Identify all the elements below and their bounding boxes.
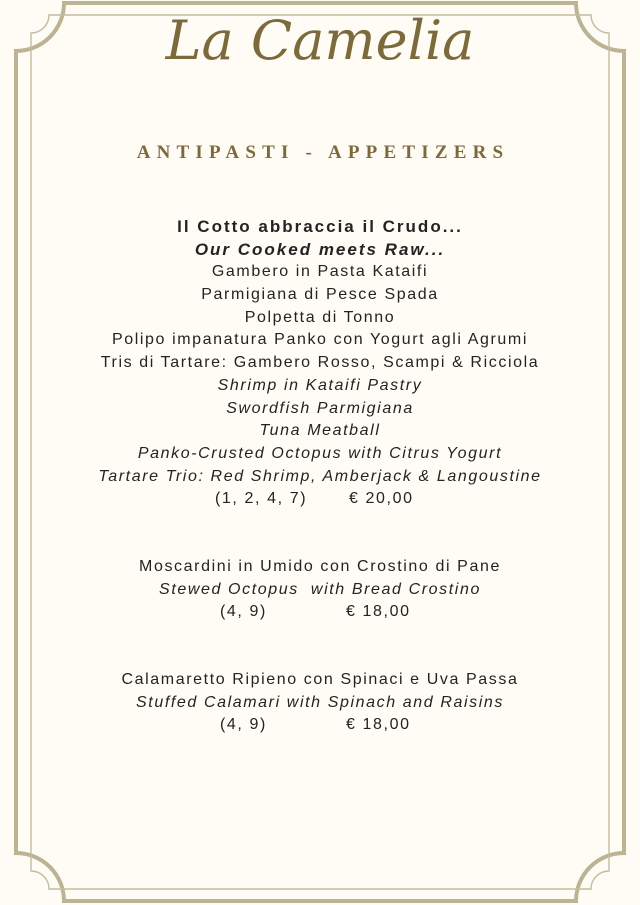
- dish-item-it: Parmigiana di Pesce Spada: [201, 286, 439, 304]
- dish-item-en: Panko-Crusted Octopus with Citrus Yogurt: [137, 444, 503, 462]
- dish-price-row: [0, 714, 640, 737]
- allergen-codes: (1, 2, 4, 7): [215, 490, 308, 508]
- menu-dish-moscardini: [0, 556, 640, 624]
- dish-price: € 18,00: [346, 603, 411, 621]
- menu-dish-mixed-platter: [0, 216, 640, 511]
- dish-item-it: Tris di Tartare: Gambero Rosso, Scampi & Ricciola: [100, 354, 540, 372]
- allergen-codes: (4, 9): [220, 603, 267, 621]
- dish-price: € 18,00: [346, 716, 411, 734]
- menu-dish-calamaretto: [0, 669, 640, 737]
- dish-item-en: Tartare Trio: Red Shrimp, Amberjack & Langoustine: [98, 467, 542, 485]
- dish-item-it: Gambero in Pasta Kataifi: [211, 263, 429, 281]
- dish-price: € 20,00: [349, 490, 414, 508]
- dish-price-row: [0, 488, 640, 511]
- restaurant-name: La Camelia: [165, 9, 475, 72]
- dish-item-it: Polpetta di Tonno: [244, 308, 396, 326]
- dish-price-row: [0, 601, 640, 624]
- allergen-codes: (4, 9): [220, 716, 267, 734]
- dish-item-en: Swordfish Parmigiana: [226, 399, 414, 417]
- dish-name-en: Stuffed Calamari with Spinach and Raisins: [136, 693, 504, 711]
- dish-item-en: Tuna Meatball: [259, 422, 381, 440]
- dish-title-en: Our Cooked meets Raw...: [194, 239, 446, 259]
- dish-name-en: Stewed Octopus with Bread Crostino: [159, 580, 481, 598]
- dish-item-en: Shrimp in Kataifi Pastry: [217, 376, 423, 394]
- dish-title-it: Il Cotto abbraccia il Crudo...: [177, 217, 463, 236]
- dish-item-it: Polipo impanatura Panko con Yogurt agli Agrumi: [111, 331, 529, 349]
- dish-name-it: Calamaretto Ripieno con Spinaci e Uva Passa: [121, 671, 519, 688]
- dish-name-it: Moscardini in Umido con Crostino di Pane: [139, 557, 501, 575]
- menu-list: [0, 216, 640, 737]
- section-heading: ANTIPASTI - APPETIZERS: [136, 142, 510, 163]
